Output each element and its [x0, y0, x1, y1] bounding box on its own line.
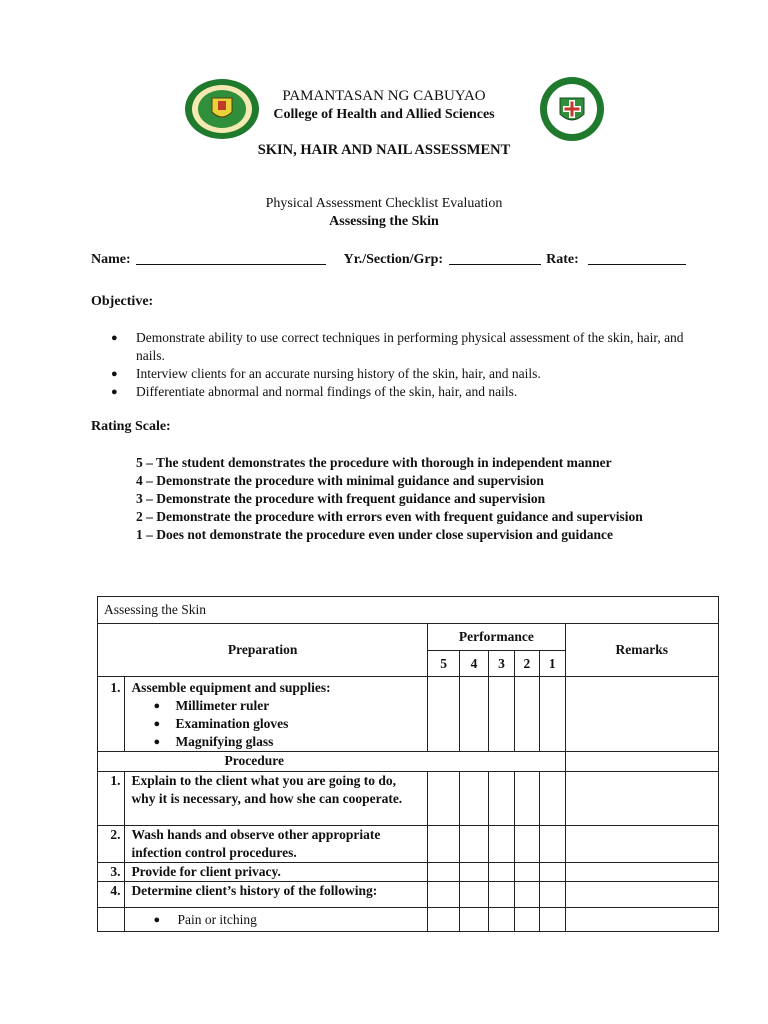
remarks-cell[interactable]	[565, 882, 719, 908]
remarks-cell[interactable]	[565, 908, 719, 932]
supply-item: ● Examination gloves	[131, 715, 421, 733]
score-cell[interactable]	[459, 772, 488, 826]
remarks-cell[interactable]	[565, 772, 719, 826]
college-name: College of Health and Allied Sciences	[273, 107, 495, 122]
score-cell[interactable]	[514, 882, 539, 908]
table-row	[98, 677, 719, 752]
score-cell[interactable]	[459, 677, 488, 752]
history-item	[125, 908, 428, 932]
rating-item: 5 – The student demonstrates the procedure with thorough in independent manner	[136, 455, 612, 470]
score-cell[interactable]	[428, 882, 460, 908]
score-cell[interactable]	[514, 677, 539, 752]
document-title: SKIN, HAIR AND NAIL ASSESSMENT	[257, 142, 511, 158]
score-header: 4	[459, 651, 488, 677]
rating-item: 2 – Demonstrate the procedure with errors even with frequent guidance and supervision	[136, 509, 643, 524]
item-text: Provide for client privacy.	[125, 863, 428, 882]
item-number: 1.	[98, 677, 125, 752]
document-subtitle-2: Assessing the Skin	[329, 214, 439, 229]
section-field[interactable]	[449, 250, 541, 265]
objective-heading: Objective:	[91, 294, 154, 309]
section-label: Yr./Section/Grp:	[343, 252, 444, 267]
item-text: Wash hands and observe other appropriate infection control procedures.	[125, 826, 428, 863]
score-cell[interactable]	[540, 772, 565, 826]
score-cell[interactable]	[514, 863, 539, 882]
score-cell[interactable]	[540, 826, 565, 863]
table-row	[98, 863, 719, 882]
objective-item: ● Demonstrate ability to use correct techniques in performing physical assessment of the skin, hair, and nails.	[111, 329, 711, 365]
score-cell[interactable]	[459, 863, 488, 882]
score-cell[interactable]	[514, 772, 539, 826]
item-number: 1.	[98, 772, 125, 826]
procedure-header: Procedure	[98, 752, 566, 772]
score-cell[interactable]	[459, 908, 488, 932]
preparation-header: Preparation	[98, 624, 428, 677]
item-number: 3.	[98, 863, 125, 882]
score-cell[interactable]	[514, 908, 539, 932]
objective-list	[111, 329, 711, 401]
document-subtitle: Physical Assessment Checklist Evaluation	[265, 196, 503, 211]
score-header: 2	[514, 651, 539, 677]
checklist-table	[97, 596, 719, 932]
score-cell[interactable]	[489, 677, 514, 752]
name-field[interactable]	[136, 250, 326, 265]
score-cell[interactable]	[428, 863, 460, 882]
item-label: Assemble equipment and supplies:	[131, 680, 331, 695]
score-cell[interactable]	[428, 826, 460, 863]
table-caption: Assessing the Skin	[98, 597, 719, 624]
rating-item: 4 – Demonstrate the procedure with minimal guidance and supervision	[136, 473, 544, 488]
rating-heading: Rating Scale:	[91, 419, 171, 434]
score-cell[interactable]	[540, 908, 565, 932]
info-fields	[91, 250, 686, 268]
remarks-header: Remarks	[565, 624, 719, 677]
score-cell[interactable]	[459, 826, 488, 863]
score-cell[interactable]	[489, 863, 514, 882]
item-text	[125, 677, 428, 752]
objective-item: ● Interview clients for an accurate nursing history of the skin, hair, and nails.	[111, 365, 711, 383]
performance-header: Performance	[428, 624, 565, 651]
rate-field[interactable]	[588, 250, 686, 265]
rating-item: 3 – Demonstrate the procedure with frequent guidance and supervision	[136, 491, 546, 506]
item-number: 4.	[98, 882, 125, 908]
score-header: 3	[489, 651, 514, 677]
remarks-cell[interactable]	[565, 826, 719, 863]
table-row	[98, 882, 719, 908]
score-cell[interactable]	[540, 677, 565, 752]
score-cell[interactable]	[428, 908, 460, 932]
name-label: Name:	[91, 252, 131, 267]
objective-item: ● Differentiate abnormal and normal findings of the skin, hair, and nails.	[111, 383, 711, 401]
score-cell[interactable]	[428, 677, 460, 752]
supply-item: ● Millimeter ruler	[131, 697, 421, 715]
item-text: Explain to the client what you are going to do, why it is necessary, and how she can cooperate.	[125, 772, 428, 826]
remarks-cell[interactable]	[565, 863, 719, 882]
score-cell[interactable]	[459, 882, 488, 908]
table-row	[98, 908, 719, 932]
score-cell[interactable]	[540, 863, 565, 882]
score-cell[interactable]	[540, 882, 565, 908]
score-cell[interactable]	[428, 772, 460, 826]
table-row	[98, 772, 719, 826]
supply-item: ● Magnifying glass	[131, 733, 421, 751]
score-cell[interactable]	[489, 882, 514, 908]
score-header: 1	[540, 651, 565, 677]
rate-label: Rate:	[546, 252, 579, 267]
university-name: PAMANTASAN NG CABUYAO	[282, 88, 486, 104]
remarks-cell[interactable]	[565, 677, 719, 752]
score-header: 5	[428, 651, 460, 677]
score-cell[interactable]	[489, 772, 514, 826]
rating-item: 1 – Does not demonstrate the procedure even under close supervision and guidance	[136, 527, 614, 542]
history-item-label: ● Pain or itching	[131, 911, 421, 929]
item-number: 2.	[98, 826, 125, 863]
item-text: Determine client’s history of the following:	[125, 882, 428, 908]
rating-scale-list	[136, 454, 696, 544]
score-cell[interactable]	[489, 826, 514, 863]
score-cell[interactable]	[514, 826, 539, 863]
score-cell[interactable]	[489, 908, 514, 932]
table-row	[98, 826, 719, 863]
